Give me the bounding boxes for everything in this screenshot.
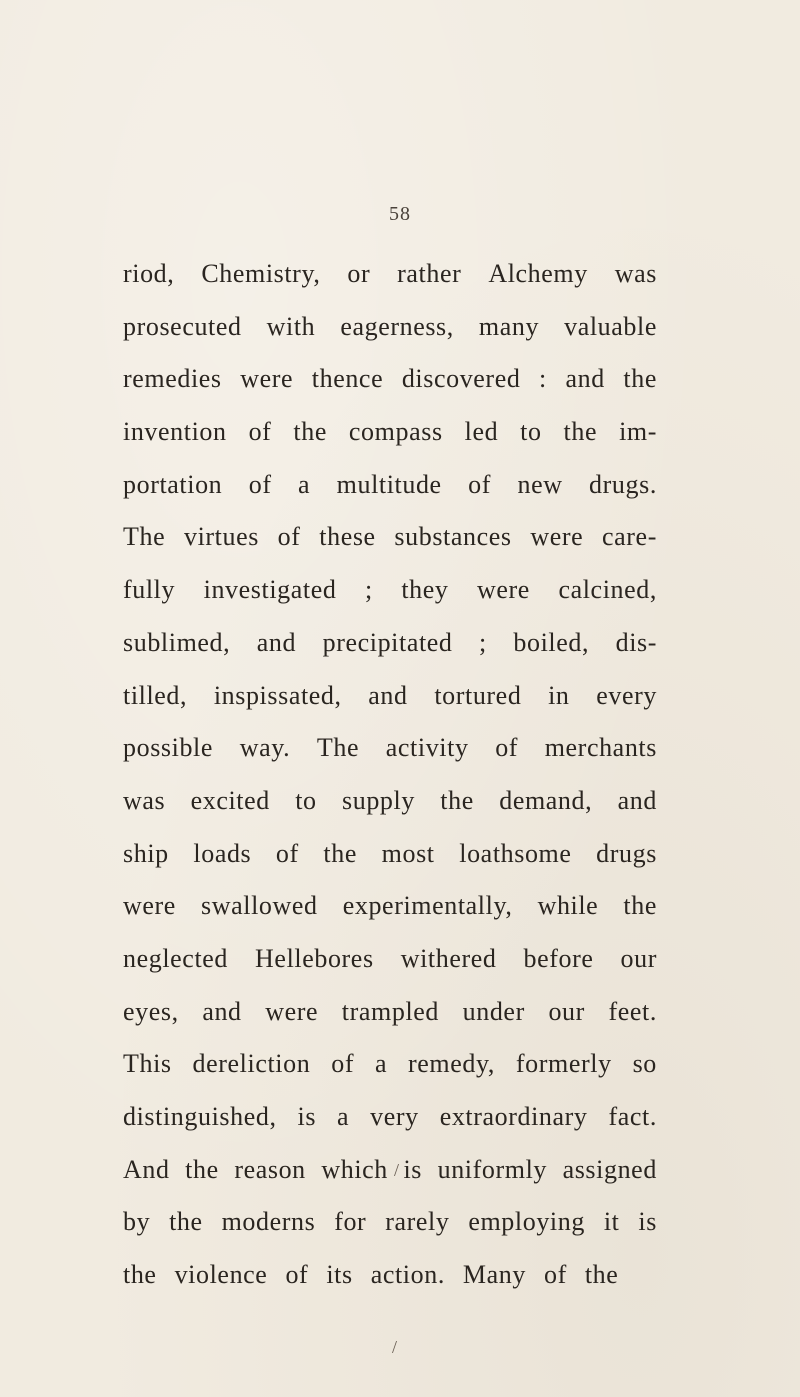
word: assigned xyxy=(562,1154,657,1184)
word: eyes, xyxy=(123,996,179,1026)
page-number: 58 xyxy=(389,203,411,225)
stray-mark: / xyxy=(394,1160,400,1180)
text-line xyxy=(123,1091,657,1144)
word: Chemistry, xyxy=(201,259,321,288)
word: a xyxy=(298,469,311,499)
word: The xyxy=(316,733,360,763)
text-line xyxy=(123,459,657,512)
word: inspissated, xyxy=(213,680,342,710)
word: formerly xyxy=(515,1049,612,1079)
word: action. xyxy=(370,1260,445,1290)
word: for xyxy=(334,1207,367,1237)
word: with xyxy=(266,311,316,341)
word: and xyxy=(617,785,657,815)
word: the xyxy=(440,785,474,815)
word: tilled, xyxy=(123,680,188,710)
text-line xyxy=(123,880,657,933)
word: is xyxy=(638,1207,657,1237)
word: Hellebores xyxy=(255,943,374,973)
text-line xyxy=(123,564,657,617)
word: Alchemy xyxy=(488,259,588,288)
word: thence xyxy=(311,364,384,394)
word: excited xyxy=(190,785,270,815)
text-line xyxy=(123,1196,657,1249)
word: loads xyxy=(193,838,252,868)
word: these xyxy=(319,522,376,552)
word: to xyxy=(295,785,317,815)
text-line xyxy=(123,617,657,670)
word: is xyxy=(403,1154,423,1184)
text-line xyxy=(123,248,657,301)
word: Many xyxy=(462,1260,526,1290)
word: extraordinary xyxy=(439,1102,588,1131)
word: The xyxy=(123,522,166,552)
word: swallowed xyxy=(201,891,318,921)
word: or xyxy=(347,259,371,288)
word: supply xyxy=(342,785,415,815)
word: were xyxy=(123,891,176,921)
word: the xyxy=(623,891,657,921)
body-text xyxy=(123,248,657,1302)
word: before xyxy=(523,943,594,973)
text-line xyxy=(123,828,657,881)
word: the xyxy=(563,417,598,447)
word: our xyxy=(620,943,657,973)
word: of xyxy=(331,1049,355,1079)
word: of xyxy=(277,522,301,552)
word: trampled xyxy=(341,996,440,1026)
word: most xyxy=(381,838,435,868)
word: demand, xyxy=(499,785,593,815)
word: many xyxy=(478,311,540,341)
word: they xyxy=(401,575,449,605)
word: violence xyxy=(174,1260,268,1290)
word: remedies xyxy=(123,364,222,394)
word: dis- xyxy=(615,627,657,657)
word: in xyxy=(548,680,570,710)
word: riod, xyxy=(123,259,175,288)
word: of xyxy=(275,838,299,868)
word: distinguished, xyxy=(123,1102,277,1131)
word: was xyxy=(614,259,657,288)
text-line xyxy=(123,722,657,775)
word: by xyxy=(123,1207,151,1237)
word: and xyxy=(368,680,408,710)
word: : xyxy=(539,364,547,394)
word: the xyxy=(584,1260,619,1290)
word: drugs xyxy=(596,838,657,868)
word: activity xyxy=(385,733,469,763)
word: ; xyxy=(364,575,373,605)
text-line xyxy=(123,775,657,828)
text-line xyxy=(123,406,657,459)
word: the xyxy=(323,838,357,868)
text-line xyxy=(123,353,657,406)
word: withered xyxy=(400,943,497,973)
word: care- xyxy=(602,522,657,552)
word: eagerness, xyxy=(340,311,454,341)
word: under xyxy=(462,996,525,1026)
word: was xyxy=(123,785,166,815)
word: while xyxy=(537,891,599,921)
word: portation xyxy=(123,469,223,499)
word: experimentally, xyxy=(342,891,513,921)
word: to xyxy=(520,417,542,447)
word: and xyxy=(565,364,605,394)
word: of xyxy=(248,469,272,499)
text-line xyxy=(123,1038,657,1091)
word: of xyxy=(248,417,272,447)
word: new xyxy=(517,469,563,499)
word: ship xyxy=(123,838,169,868)
word: rarely xyxy=(385,1207,450,1237)
word: substances xyxy=(394,522,512,552)
word: possible xyxy=(123,733,214,763)
word: ; xyxy=(479,627,487,657)
word: and xyxy=(256,627,297,657)
word: the xyxy=(169,1207,203,1237)
word: And xyxy=(123,1154,170,1184)
word: were xyxy=(265,996,319,1026)
word: fully xyxy=(123,575,176,605)
word: of xyxy=(468,469,492,499)
word: were xyxy=(240,364,294,394)
word: the xyxy=(293,417,327,447)
word: precipitated xyxy=(322,627,453,657)
word: virtues xyxy=(183,522,259,552)
word: feet. xyxy=(608,996,657,1026)
word: multitude xyxy=(336,469,442,499)
word: loathsome xyxy=(459,838,572,868)
word: it xyxy=(603,1207,620,1237)
word: very xyxy=(370,1102,419,1131)
word: the xyxy=(185,1154,219,1184)
word: compass xyxy=(348,417,443,447)
word: employing xyxy=(468,1207,585,1237)
word: a xyxy=(337,1102,350,1131)
word: invention xyxy=(123,417,227,447)
word: investigated xyxy=(203,575,337,605)
text-line xyxy=(123,511,657,564)
word: moderns xyxy=(221,1207,316,1237)
word: calcined, xyxy=(558,575,657,605)
word: every xyxy=(596,680,657,710)
word: rather xyxy=(397,259,462,288)
word: neglected xyxy=(123,943,229,973)
text-line xyxy=(123,933,657,986)
stray-mark: / xyxy=(392,1337,398,1357)
word: fact. xyxy=(608,1102,657,1131)
word: sublimed, xyxy=(123,627,231,657)
word: which xyxy=(321,1154,388,1184)
text-line xyxy=(123,986,657,1039)
word: tortured xyxy=(434,680,522,710)
word: boiled, xyxy=(513,627,590,657)
word: drugs. xyxy=(589,469,657,499)
word: valuable xyxy=(564,311,657,341)
text-line xyxy=(123,1144,657,1197)
word: remedy, xyxy=(408,1049,496,1079)
word: of xyxy=(495,733,519,763)
word: the xyxy=(123,1260,157,1290)
text-line xyxy=(123,670,657,723)
word: a xyxy=(374,1049,388,1079)
word: uniformly xyxy=(437,1154,547,1184)
word: were xyxy=(530,522,584,552)
word: led xyxy=(464,417,499,447)
word: merchants xyxy=(544,733,657,763)
word: im- xyxy=(619,417,657,447)
word: so xyxy=(632,1049,657,1079)
word: way. xyxy=(239,733,291,763)
word: reason xyxy=(234,1154,306,1184)
word: the xyxy=(623,364,657,394)
word: This xyxy=(123,1049,172,1079)
word: prosecuted xyxy=(123,311,242,341)
word: and xyxy=(202,996,242,1026)
text-line xyxy=(123,301,657,354)
word: discovered xyxy=(401,364,521,394)
word: is xyxy=(297,1102,317,1131)
word: were xyxy=(477,575,530,605)
text-line xyxy=(123,1249,657,1302)
word: dereliction xyxy=(192,1049,311,1079)
word: of xyxy=(543,1260,567,1290)
word: our xyxy=(548,996,585,1026)
word: its xyxy=(326,1260,353,1290)
word: of xyxy=(285,1260,309,1290)
